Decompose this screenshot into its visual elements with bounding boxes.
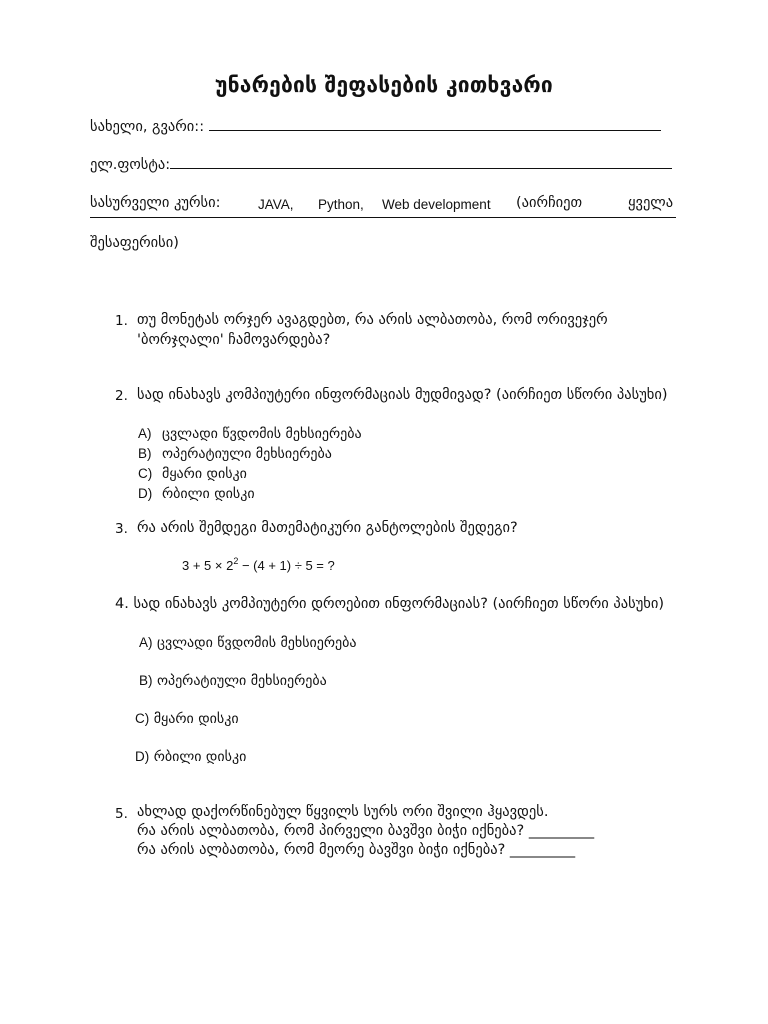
q2-option-c: C) მყარი დისკი (138, 466, 247, 482)
q1-line2: 'ბორჯღალი' ჩამოვარდება? (137, 332, 331, 348)
course-choose-note: (აირჩიეთ (516, 195, 583, 211)
course-all-note: ყველა (628, 195, 674, 211)
course-option-webdev: Web development (382, 197, 491, 212)
q2-number: 2. (115, 388, 128, 404)
q4-option-b: B) ოპერატიული მეხსიერება (139, 673, 327, 689)
q5-line2: რა არის ალბათობა, რომ პირველი ბავშვი ბიჭი იქნება? _________ (137, 823, 595, 839)
course-tail: შესაფერისი) (90, 235, 179, 251)
email-label: ელ.ფოსტა: (90, 157, 171, 173)
q4-text: 4. სად ინახავს კომპიუტერი დროებით ინფორმაციას? (აირჩიეთ სწორი პასუხი) (115, 596, 665, 612)
q4-option-a: A) ცვლადი წვდომის მეხსიერება (139, 635, 357, 651)
q1-line1: თუ მონეტას ორჯერ ავაგდებთ, რა არის ალბათობა, რომ ორივეჯერ (137, 312, 608, 328)
q2-options (138, 424, 362, 504)
email-input-line[interactable] (170, 167, 672, 169)
name-label: სახელი, გვარი:: (90, 119, 209, 135)
q3-expression: $3 + 5 \times 2^2 - (4 + 1) \div 5$ = ? (182, 556, 335, 573)
q2-option-a: A) ცვლადი წვდომის მეხსიერება (138, 426, 362, 442)
course-label: სასურველი კურსი: (90, 195, 221, 211)
q2-option-d: D) რბილი დისკი (138, 486, 255, 502)
q3-text: რა არის შემდეგი მათემატიკური განტოლების შედეგი? (137, 520, 518, 536)
q2-text: სად ინახავს კომპიუტერი ინფორმაციას მუდმივად? (აირჩიეთ სწორი პასუხი) (137, 387, 668, 403)
course-option-java: JAVA, (258, 197, 294, 212)
q3-number: 3. (115, 521, 128, 537)
page-title: უნარების შეფასების კითხვარი (215, 73, 553, 97)
course-field-row (90, 195, 676, 218)
q5-number: 5. (115, 806, 128, 822)
name-input-line[interactable] (209, 129, 661, 131)
q4-option-c: C) მყარი დისკი (135, 711, 239, 727)
q5-line3: რა არის ალბათობა, რომ მეორე ბავშვი ბიჭი იქნება? _________ (137, 842, 576, 858)
name-field-row (90, 119, 661, 135)
q2-option-b: B) ოპერატიული მეხსიერება (138, 446, 332, 462)
q5-line1: ახლად დაქორწინებულ წყვილს სურს ორი შვილი ჰყავდეს. (137, 804, 549, 820)
email-field-row (90, 157, 672, 173)
q5-text (137, 803, 594, 860)
course-option-python: Python, (318, 197, 364, 212)
q1-text (137, 310, 608, 350)
q4-option-d: D) რბილი დისკი (135, 749, 247, 765)
q1-number: 1. (115, 313, 128, 329)
